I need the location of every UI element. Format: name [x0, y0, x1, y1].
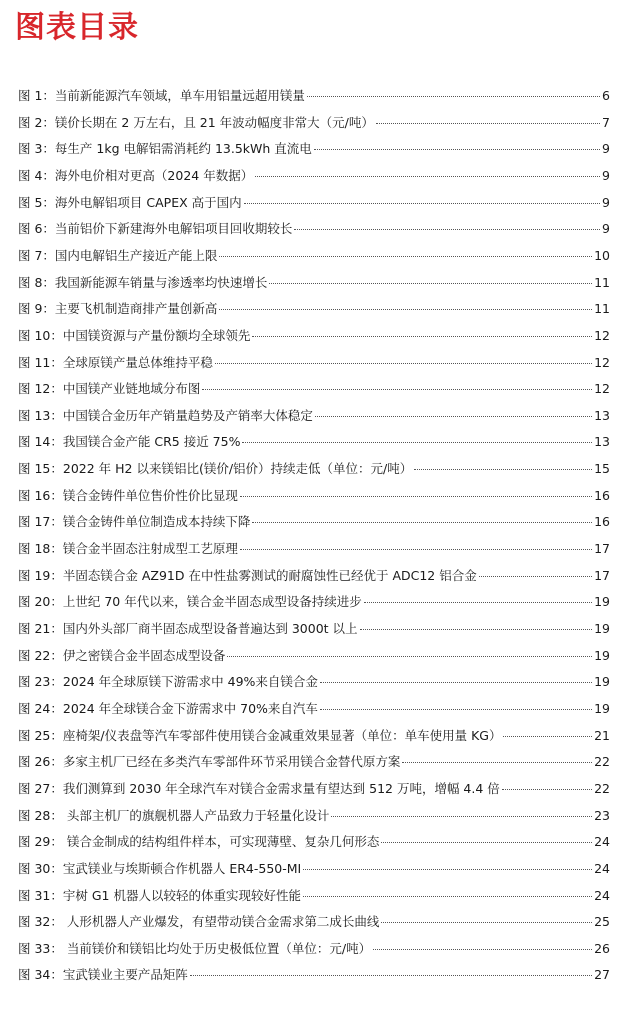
- dot-leader: [402, 762, 592, 763]
- toc-entry-page-number: 25: [594, 914, 610, 930]
- dot-leader: [503, 736, 592, 737]
- toc-entry-page-number: 24: [594, 834, 610, 850]
- toc-entry-page-number: 9: [602, 221, 610, 237]
- dot-leader: [219, 256, 592, 257]
- toc-entry-label: 图 9：主要飞机制造商排产量创新高: [18, 301, 218, 317]
- toc-entry-label: 图 31：宇树 G1 机器人以较轻的体重实现较好性能: [18, 887, 301, 903]
- toc-entry[interactable]: [18, 379, 610, 399]
- dot-leader: [315, 416, 592, 417]
- toc-entry-page-number: 7: [602, 114, 610, 130]
- toc-entry[interactable]: [18, 113, 610, 133]
- toc-entry-page-number: 19: [594, 621, 610, 636]
- toc-entry-label: 图 6：当前铝价下新建海外电解铝项目回收期较长: [18, 221, 293, 237]
- toc-entry-page-number: 12: [594, 354, 610, 370]
- toc-entry[interactable]: [18, 646, 610, 666]
- toc-entry-page-number: 11: [594, 274, 610, 290]
- toc-entry-page-number: 23: [594, 807, 610, 823]
- toc-entry-label: 图 33： 当前镁价和镁铝比均处于历史极低位置（单位：元/吨）: [18, 940, 372, 956]
- toc-entry-label: 图 30：宝武镁业与埃斯顿合作机器人 ER4-550-MI: [18, 860, 302, 876]
- toc-entry-label: 图 5：海外电解铝项目 CAPEX 高于国内: [18, 194, 242, 210]
- toc-entry-page-number: 12: [594, 381, 610, 397]
- toc-entry[interactable]: [18, 139, 610, 159]
- toc-entry-label: 图 25：座椅架/仪表盘等汽车零部件使用镁合金减重效果显著（单位：单车使用量 KG）: [18, 727, 502, 743]
- dot-leader: [269, 283, 592, 284]
- dot-leader: [360, 629, 593, 630]
- toc-entry[interactable]: [18, 86, 610, 106]
- toc-entry-page-number: 16: [594, 487, 610, 503]
- dot-leader: [314, 149, 600, 150]
- toc-entry-page-number: 6: [602, 88, 610, 103]
- toc-entry-label: 图 11：全球原镁产量总体维持平稳: [18, 354, 213, 370]
- toc-entry-label: 图 20：上世纪 70 年代以来，镁合金半固态成型设备持续进步: [18, 594, 362, 610]
- toc-entry-page-number: 17: [594, 567, 610, 583]
- toc-entry[interactable]: [18, 672, 610, 692]
- dot-leader: [381, 842, 592, 843]
- dot-leader: [364, 602, 592, 603]
- toc-entry-label: 图 17：镁合金铸件单位制造成本持续下降: [18, 514, 251, 530]
- page-title: 图表目录: [15, 10, 139, 45]
- dot-leader: [202, 389, 592, 390]
- toc-entry-page-number: 9: [602, 194, 610, 210]
- toc-entry-label: 图 14：我国镁合金产能 CR5 接近 75%: [18, 434, 241, 450]
- dot-leader: [242, 442, 592, 443]
- dot-leader: [294, 229, 600, 230]
- toc-entry-label: 图 10：中国镁资源与产量份额均全球领先: [18, 327, 251, 343]
- dot-leader: [240, 549, 592, 550]
- toc-entry-label: 图 32： 人形机器人产业爆发，有望带动镁合金需求第二成长曲线: [18, 914, 380, 930]
- toc-entry-label: 图 16：镁合金铸件单位售价性价比显现: [18, 487, 238, 503]
- toc-entry[interactable]: [18, 273, 610, 293]
- toc-entry[interactable]: [18, 219, 610, 239]
- toc-entry[interactable]: [18, 299, 610, 319]
- toc-entry-label: 图 19：半固态镁合金 AZ91D 在中性盐雾测试的耐腐蚀性已经优于 ADC12 铝合金: [18, 567, 477, 583]
- dot-leader: [331, 816, 592, 817]
- dot-leader: [255, 176, 600, 177]
- toc-entry[interactable]: [18, 353, 610, 373]
- toc-entry[interactable]: [18, 886, 610, 906]
- toc-entry-label: 图 8：我国新能源车销量与渗透率均快速增长: [18, 274, 268, 290]
- toc-entry-label: 图 18：镁合金半固态注射成型工艺原理: [18, 541, 238, 557]
- toc-entry[interactable]: [18, 726, 610, 746]
- toc-entry-label: 图 13：中国镁合金历年产销量趋势及产销率大体稳定: [18, 407, 313, 423]
- toc-entry-label: 图 23：2024 年全球原镁下游需求中 49%来自镁合金: [18, 674, 318, 690]
- toc-entry[interactable]: [18, 779, 610, 799]
- dot-leader: [303, 869, 592, 870]
- toc-entry-label: 图 12：中国镁产业链地域分布图: [18, 381, 201, 397]
- toc-entry-label: 图 4：海外电价相对更高（2024 年数据）: [18, 167, 254, 183]
- dot-leader: [320, 709, 592, 710]
- toc-entry-page-number: 17: [594, 541, 610, 557]
- toc-entry-page-number: 16: [594, 514, 610, 530]
- dot-leader: [252, 336, 592, 337]
- dot-leader: [320, 682, 592, 683]
- toc-entry-page-number: 22: [594, 780, 610, 796]
- toc-entry-page-number: 15: [594, 461, 610, 477]
- toc-entry-page-number: 13: [594, 407, 610, 423]
- dot-leader: [244, 203, 600, 204]
- toc-entry-page-number: 19: [594, 647, 610, 663]
- toc-entry-page-number: 11: [594, 301, 610, 317]
- toc-entry-page-number: 13: [594, 434, 610, 450]
- toc-entry[interactable]: [18, 592, 610, 612]
- dot-leader: [215, 363, 592, 364]
- toc-entry-label: 图 2：镁价长期在 2 万左右，且 21 年波动幅度非常大（元/吨）: [18, 114, 374, 130]
- dot-leader: [373, 949, 592, 950]
- dot-leader: [502, 789, 592, 790]
- dot-leader: [190, 975, 592, 976]
- dot-leader: [414, 469, 592, 470]
- toc-entry-label: 图 22：伊之密镁合金半固态成型设备: [18, 647, 226, 663]
- toc-entry-label: 图 21：国内外头部厂商半固态成型设备普遍达到 3000t 以上: [18, 621, 358, 636]
- toc-entry-label: 图 26：多家主机厂已经在多类汽车零部件环节采用镁合金替代原方案: [18, 754, 401, 770]
- toc-entry-page-number: 24: [594, 887, 610, 903]
- toc-entry[interactable]: [18, 939, 610, 959]
- toc-entry[interactable]: [18, 539, 610, 559]
- toc-entry-page-number: 12: [594, 327, 610, 343]
- toc-entry[interactable]: [18, 486, 610, 506]
- dot-leader: [252, 522, 592, 523]
- toc-entry[interactable]: [18, 193, 610, 213]
- toc-entry-page-number: 19: [594, 674, 610, 690]
- toc-entry-page-number: 24: [594, 860, 610, 876]
- toc-entry-label: 图 29： 镁合金制成的结构组件样本，可实现薄壁、复杂几何形态: [18, 834, 380, 850]
- toc-entry-label: 图 34：宝武镁业主要产品矩阵: [18, 967, 188, 983]
- toc-entry[interactable]: [18, 806, 610, 826]
- dot-leader: [479, 576, 592, 577]
- toc-entry-label: 图 27：我们测算到 2030 年全球汽车对镁合金需求量有望达到 512 万吨，增幅 4.4 倍: [18, 780, 500, 796]
- toc-entry-label: 图 3：每生产 1kg 电解铝需消耗约 13.5kWh 直流电: [18, 141, 312, 157]
- toc-entry[interactable]: [18, 459, 610, 479]
- toc-entry-label: 图 28： 头部主机厂的旗舰机器人产品致力于轻量化设计: [18, 807, 330, 823]
- toc-entry-page-number: 19: [594, 594, 610, 610]
- dot-leader: [227, 656, 592, 657]
- dot-leader: [240, 496, 592, 497]
- toc-entry-page-number: 19: [594, 700, 610, 716]
- toc-entry-label: 图 1：当前新能源汽车领域，单车用铝量远超用镁量: [18, 88, 305, 103]
- dot-leader: [303, 896, 592, 897]
- toc-entry-page-number: 9: [602, 141, 610, 157]
- toc-entry[interactable]: [18, 246, 610, 266]
- toc-entry[interactable]: [18, 965, 610, 985]
- toc-entry[interactable]: [18, 832, 610, 852]
- toc-entry-page-number: 26: [594, 940, 610, 956]
- toc-entry-page-number: 21: [594, 727, 610, 743]
- toc-entry-label: 图 7：国内电解铝生产接近产能上限: [18, 247, 218, 263]
- toc-entry[interactable]: [18, 752, 610, 772]
- toc-entry-page-number: 10: [594, 247, 610, 263]
- dot-leader: [381, 922, 592, 923]
- toc-entry-page-number: 22: [594, 754, 610, 770]
- dot-leader: [307, 96, 600, 97]
- toc-entry[interactable]: [18, 432, 610, 452]
- toc-entry[interactable]: [18, 566, 610, 586]
- dot-leader: [219, 309, 592, 310]
- toc-entry-page-number: 27: [594, 967, 610, 983]
- toc-entry[interactable]: [18, 512, 610, 532]
- dot-leader: [376, 123, 600, 124]
- toc-entry-label: 图 24：2024 年全球镁合金下游需求中 70%来自汽车: [18, 700, 318, 716]
- toc-entry[interactable]: [18, 912, 610, 932]
- toc-entry[interactable]: [18, 326, 610, 346]
- toc-entry-page-number: 9: [602, 167, 610, 183]
- toc-entry[interactable]: [18, 166, 610, 186]
- toc-entry[interactable]: [18, 406, 610, 426]
- toc-entry-label: 图 15：2022 年 H2 以来镁铝比(镁价/铝价）持续走低（单位：元/吨）: [18, 461, 413, 477]
- toc-entry[interactable]: [18, 859, 610, 879]
- toc-entry[interactable]: [18, 699, 610, 719]
- toc-entry[interactable]: [18, 619, 610, 639]
